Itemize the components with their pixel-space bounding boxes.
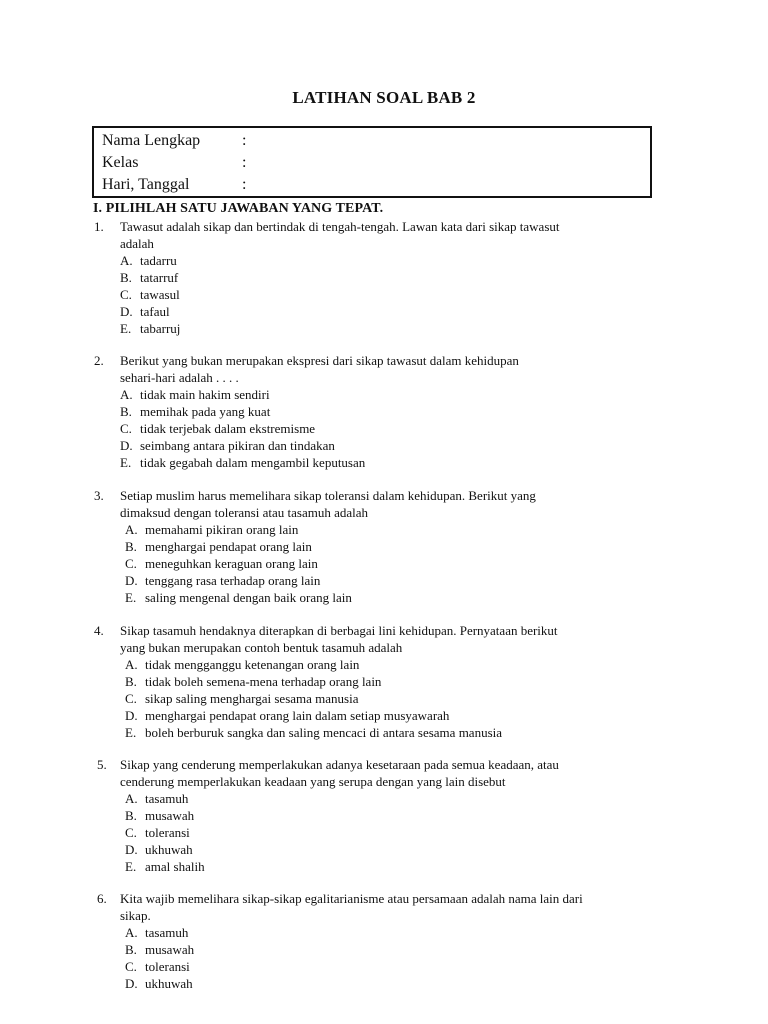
answer-option-d[interactable] — [125, 707, 449, 724]
option-text: tasamuh — [145, 791, 189, 806]
answer-option-c[interactable] — [125, 824, 190, 841]
identity-row-date — [102, 174, 246, 196]
answer-option-d[interactable] — [125, 841, 193, 858]
answer-option-a[interactable] — [125, 656, 359, 673]
answer-option-a[interactable] — [120, 252, 177, 269]
question-text-line: dimaksud dengan toleransi atau tasamuh adalah — [120, 505, 369, 520]
option-text: tawasul — [140, 287, 180, 302]
identity-label: Hari, Tanggal — [102, 176, 190, 193]
answer-option-b[interactable] — [120, 269, 178, 286]
question-text-line: adalah — [120, 236, 154, 251]
question-number: 1. — [94, 219, 104, 234]
answer-option-d[interactable] — [125, 572, 320, 589]
answer-option-e[interactable] — [125, 589, 352, 606]
option-text: tidak gegabah dalam mengambil keputusan — [140, 455, 366, 470]
option-letter: B. — [125, 674, 137, 689]
answer-option-b[interactable] — [125, 807, 194, 824]
option-letter: C. — [125, 959, 137, 974]
question-text-line: Setiap muslim harus memelihara sikap toleransi dalam kehidupan. Berikut yang — [120, 488, 536, 503]
question-text-line: sehari-hari adalah . . . . — [120, 370, 239, 385]
option-text: sikap saling menghargai sesama manusia — [145, 691, 359, 706]
option-text: musawah — [145, 942, 195, 957]
option-letter: D. — [125, 708, 138, 723]
option-letter: A. — [120, 387, 133, 402]
answer-option-c[interactable] — [120, 286, 180, 303]
option-text: amal shalih — [145, 859, 205, 874]
option-letter: C. — [125, 825, 137, 840]
option-text: menghargai pendapat orang lain — [145, 539, 312, 554]
option-text: tafaul — [140, 304, 170, 319]
answer-option-b[interactable] — [125, 941, 194, 958]
question-text-line: yang bukan merupakan contoh bentuk tasamuh adalah — [120, 640, 403, 655]
option-text: meneguhkan keraguan orang lain — [145, 556, 318, 571]
option-letter: B. — [125, 539, 137, 554]
answer-option-d[interactable] — [120, 437, 335, 454]
answer-option-a[interactable] — [120, 386, 270, 403]
question-text-line: Kita wajib memelihara sikap-sikap egalitarianisme atau persamaan adalah nama lain dari — [120, 891, 583, 906]
question-text-line: cenderung memperlakukan keadaan yang serupa dengan yang lain disebut — [120, 774, 506, 789]
option-letter: D. — [125, 976, 138, 991]
option-letter: E. — [120, 455, 132, 470]
answer-option-b[interactable] — [125, 538, 312, 555]
answer-option-c[interactable] — [120, 420, 315, 437]
option-letter: D. — [125, 842, 138, 857]
option-letter: A. — [125, 657, 138, 672]
identity-label: Kelas — [102, 154, 139, 171]
question-number: 4. — [94, 623, 104, 638]
answer-option-d[interactable] — [125, 975, 193, 992]
question-number: 5. — [97, 757, 107, 772]
option-letter: E. — [125, 725, 137, 740]
option-letter: E. — [125, 590, 137, 605]
question-number: 3. — [94, 488, 104, 503]
option-text: tatarruf — [140, 270, 179, 285]
option-text: tidak boleh semena-mena terhadap orang lain — [145, 674, 382, 689]
option-letter: A. — [125, 791, 138, 806]
answer-option-e[interactable] — [120, 320, 180, 337]
option-text: memihak pada yang kuat — [140, 404, 271, 419]
answer-option-c[interactable] — [125, 555, 318, 572]
option-letter: D. — [120, 438, 133, 453]
answer-option-a[interactable] — [125, 521, 298, 538]
answer-option-e[interactable] — [125, 724, 502, 741]
identity-box — [92, 126, 652, 198]
identity-colon: : — [242, 132, 247, 149]
identity-colon: : — [242, 154, 247, 171]
option-text: tidak main hakim sendiri — [140, 387, 270, 402]
answer-option-b[interactable] — [125, 673, 381, 690]
option-letter: B. — [125, 942, 137, 957]
question-number: 6. — [97, 891, 107, 906]
option-letter: C. — [125, 556, 137, 571]
option-text: tidak terjebak dalam ekstremisme — [140, 421, 316, 436]
question-number: 2. — [94, 353, 104, 368]
option-text: ukhuwah — [145, 842, 193, 857]
option-text: tenggang rasa terhadap orang lain — [145, 573, 321, 588]
identity-label: Nama Lengkap — [102, 132, 201, 149]
option-letter: A. — [125, 522, 138, 537]
section-heading: I. PILIHLAH SATU JAWABAN YANG TEPAT. — [93, 201, 384, 216]
option-letter: B. — [120, 270, 132, 285]
identity-row-name — [102, 130, 246, 152]
option-text: memahami pikiran orang lain — [145, 522, 299, 537]
option-text: ukhuwah — [145, 976, 193, 991]
option-text: tidak mengganggu ketenangan orang lain — [145, 657, 360, 672]
option-text: menghargai pendapat orang lain dalam setiap musyawarah — [145, 708, 450, 723]
option-letter: D. — [125, 573, 138, 588]
question-text-line: Sikap tasamuh hendaknya diterapkan di berbagai lini kehidupan. Pernyataan berikut — [120, 623, 558, 638]
option-text: boleh berburuk sangka dan saling mencaci di antara sesama manusia — [145, 725, 503, 740]
question-text-line: Berikut yang bukan merupakan ekspresi dari sikap tawasut dalam kehidupan — [120, 353, 519, 368]
option-letter: A. — [120, 253, 133, 268]
answer-option-b[interactable] — [120, 403, 270, 420]
identity-row-class — [102, 152, 246, 174]
option-letter: E. — [125, 859, 137, 874]
option-letter: B. — [125, 808, 137, 823]
option-text: saling mengenal dengan baik orang lain — [145, 590, 352, 605]
option-text: toleransi — [145, 959, 190, 974]
answer-option-c[interactable] — [125, 690, 358, 707]
answer-option-e[interactable] — [120, 454, 365, 471]
answer-option-e[interactable] — [125, 858, 205, 875]
answer-option-d[interactable] — [120, 303, 170, 320]
page-title: LATIHAN SOAL BAB 2 — [292, 88, 476, 107]
option-text: tasamuh — [145, 925, 189, 940]
option-letter: C. — [120, 421, 132, 436]
option-letter: D. — [120, 304, 133, 319]
identity-colon: : — [242, 176, 247, 193]
answer-option-a[interactable] — [125, 924, 188, 941]
option-text: tadarru — [140, 253, 177, 268]
question-text-line: Sikap yang cenderung memperlakukan adanya kesetaraan pada semua keadaan, atau — [120, 757, 559, 772]
option-letter: C. — [120, 287, 132, 302]
question-text-line: sikap. — [120, 908, 151, 923]
option-letter: B. — [120, 404, 132, 419]
option-letter: A. — [125, 925, 138, 940]
answer-option-c[interactable] — [125, 958, 190, 975]
answer-option-a[interactable] — [125, 790, 188, 807]
option-text: musawah — [145, 808, 195, 823]
option-text: seimbang antara pikiran dan tindakan — [140, 438, 335, 453]
option-letter: E. — [120, 321, 132, 336]
option-text: toleransi — [145, 825, 190, 840]
option-letter: C. — [125, 691, 137, 706]
option-text: tabarruj — [140, 321, 181, 336]
question-text-line: Tawasut adalah sikap dan bertindak di tengah-tengah. Lawan kata dari sikap tawasut — [120, 219, 560, 234]
